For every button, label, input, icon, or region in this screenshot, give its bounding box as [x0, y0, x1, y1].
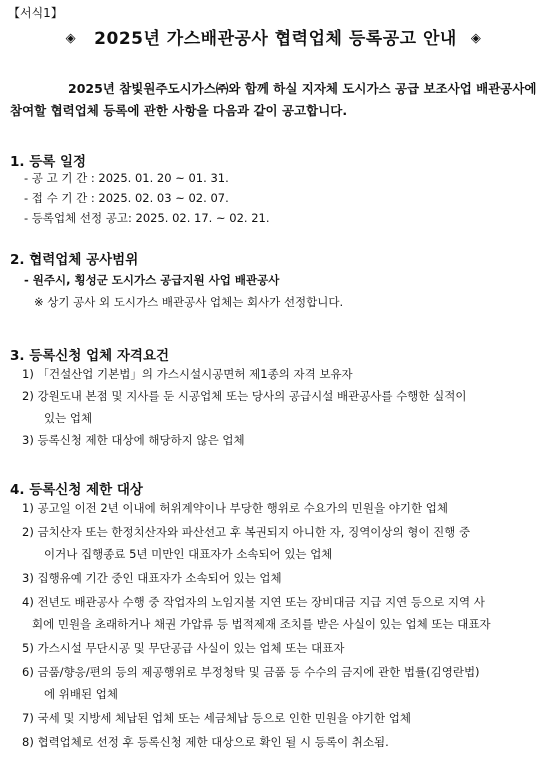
title-text: 2025년 가스배관공사 협력업체 등록공고 안내	[94, 29, 457, 49]
section-1-title: 1. 등록 일정	[10, 154, 87, 170]
restriction-item: 7) 국세 및 지방세 체납된 업체 또는 세금체납 등으로 인한 민원을 야기한 업체	[22, 711, 411, 725]
restriction-item-cont: 이거나 집행종료 5년 미만인 대표자가 소속되어 있는 업체	[44, 547, 333, 561]
qualification-item-cont: 있는 업체	[44, 411, 93, 425]
page-title	[0, 24, 547, 49]
restriction-item: 5) 가스시설 무단시공 및 무단공급 사실이 있는 업체 또는 대표자	[22, 641, 345, 655]
restriction-item-cont: 회에 민원을 초래하거나 채권 가압류 등 법적제재 조치를 받은 사실이 있는 업체 또는 대표자	[32, 617, 491, 631]
restriction-item: 4) 전년도 배관공사 수행 중 작업자의 노임지불 지연 또는 장비대금 지급 지연 등으로 지역 사	[22, 595, 485, 609]
scope-line: - 원주시, 횡성군 도시가스 공급지원 사업 배관공사	[24, 273, 280, 287]
section-2-title: 2. 협력업체 공사범위	[10, 252, 139, 268]
intro-paragraph: 2025년 참빛원주도시가스㈜와 함께 하실 지자체 도시가스 공급 보조사업 배관공사에 참여할 협력업체 등록에 관한 사항을 다음과 같이 공고합니다.	[10, 81, 537, 118]
section-4-title: 4. 등록신청 제한 대상	[10, 482, 143, 498]
restriction-item: 6) 금품/향응/편의 등의 제공행위로 부정청탁 및 금품 등 수수의 금지에 관한 법률(김영란법)	[22, 665, 480, 679]
diamond-icon-left: ◈	[65, 31, 77, 46]
schedule-line: - 접 수 기 간 : 2025. 02. 03 ~ 02. 07.	[24, 191, 229, 205]
diamond-icon-right: ◈	[470, 31, 482, 46]
restriction-item: 8) 협력업체로 선정 후 등록신청 제한 대상으로 확인 될 시 등록이 취소됨.	[22, 735, 389, 749]
qualification-item: 3) 등록신청 제한 대상에 해당하지 않은 업체	[22, 433, 245, 447]
schedule-line: - 공 고 기 간 : 2025. 01. 20 ~ 01. 31.	[24, 171, 229, 185]
restriction-item: 3) 집행유예 기간 중인 대표자가 소속되어 있는 업체	[22, 571, 282, 585]
restriction-item: 1) 공고일 이전 2년 이내에 허위계약이나 부당한 행위로 수요가의 민원을 야기한 업체	[22, 501, 448, 515]
restriction-item: 2) 금치산자 또는 한정치산자와 파산선고 후 복권되지 아니한 자, 징역이상의 형이 진행 중	[22, 525, 471, 539]
qualification-item: 1) 「건설산업 기본법」의 가스시설시공면허 제1종의 자격 보유자	[22, 367, 353, 381]
scope-note: ※ 상기 공사 외 도시가스 배관공사 업체는 회사가 선정합니다.	[34, 295, 344, 309]
form-label: 【서식1】	[8, 6, 63, 20]
schedule-line: - 등록업체 선정 공고: 2025. 02. 17. ~ 02. 21.	[24, 211, 270, 225]
section-3-title: 3. 등록신청 업체 자격요건	[10, 348, 170, 364]
qualification-item: 2) 강원도내 본점 및 지사를 둔 시공업체 또는 당사의 공급시설 배관공사를 수행한 실적이	[22, 389, 467, 403]
restriction-item-cont: 에 위배된 업체	[44, 687, 118, 701]
